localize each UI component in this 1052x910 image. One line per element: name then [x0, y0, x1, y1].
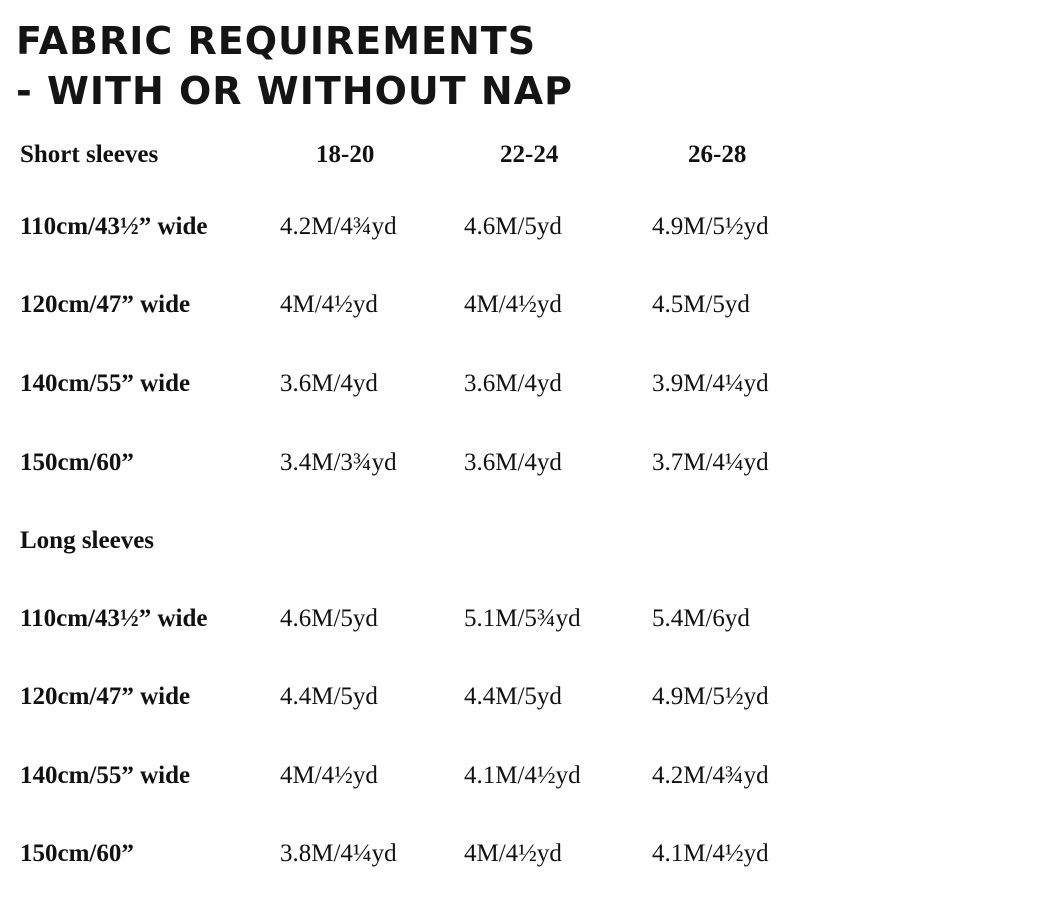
yardage-cell: 3.9M/4¼yd — [652, 370, 769, 397]
page-title — [16, 16, 573, 116]
fabric-width-label: 110cm/43½” wide — [20, 213, 208, 240]
title-line-1: FABRIC REQUIREMENTS — [16, 19, 537, 63]
yardage-cell: 4.4M/5yd — [280, 683, 378, 710]
table-row — [20, 285, 920, 325]
table-row — [20, 756, 920, 796]
size-column-header: 22-24 — [500, 141, 559, 168]
yardage-cell: 4.6M/5yd — [464, 213, 562, 240]
size-column-header: 26-28 — [688, 141, 747, 168]
table-row — [20, 677, 920, 717]
fabric-width-label: 140cm/55” wide — [20, 370, 191, 397]
yardage-cell: 5.4M/6yd — [652, 605, 750, 632]
yardage-cell: 4.1M/4½yd — [464, 762, 581, 789]
table-row — [20, 364, 920, 404]
yardage-cell: 4M/4½yd — [464, 291, 562, 318]
table-row — [20, 834, 920, 874]
yardage-cell: 4.2M/4¾yd — [652, 762, 769, 789]
short-sleeves-header-row — [20, 135, 920, 175]
yardage-cell: 3.6M/4yd — [464, 370, 562, 397]
yardage-cell: 4.4M/5yd — [464, 683, 562, 710]
yardage-cell: 4M/4½yd — [464, 840, 562, 867]
yardage-cell: 3.6M/4yd — [280, 370, 378, 397]
fabric-width-label: 150cm/60” — [20, 840, 134, 867]
yardage-cell: 4.1M/4½yd — [652, 840, 769, 867]
yardage-cell: 3.4M/3¾yd — [280, 449, 397, 476]
table-row — [20, 599, 920, 639]
table-row — [20, 443, 920, 483]
yardage-cell: 4.9M/5½yd — [652, 213, 769, 240]
yardage-cell: 4.2M/4¾yd — [280, 213, 397, 240]
fabric-width-label: 120cm/47” wide — [20, 291, 191, 318]
yardage-cell: 4M/4½yd — [280, 291, 378, 318]
yardage-cell: 4.6M/5yd — [280, 605, 378, 632]
fabric-width-label: 150cm/60” — [20, 449, 134, 476]
yardage-cell: 4.9M/5½yd — [652, 683, 769, 710]
short-sleeves-label: Short sleeves — [20, 141, 159, 168]
yardage-cell: 3.6M/4yd — [464, 449, 562, 476]
fabric-width-label: 140cm/55” wide — [20, 762, 191, 789]
yardage-cell: 3.8M/4¼yd — [280, 840, 397, 867]
long-sleeves-label: Long sleeves — [20, 527, 155, 554]
yardage-cell: 4M/4½yd — [280, 762, 378, 789]
title-line-2: - WITH OR WITHOUT NAP — [16, 69, 573, 113]
size-column-header: 18-20 — [316, 141, 375, 168]
fabric-width-label: 110cm/43½” wide — [20, 605, 208, 632]
fabric-width-label: 120cm/47” wide — [20, 683, 191, 710]
yardage-cell: 5.1M/5¾yd — [464, 605, 581, 632]
yardage-cell: 4.5M/5yd — [652, 291, 750, 318]
table-row — [20, 207, 920, 247]
yardage-cell: 3.7M/4¼yd — [652, 449, 769, 476]
